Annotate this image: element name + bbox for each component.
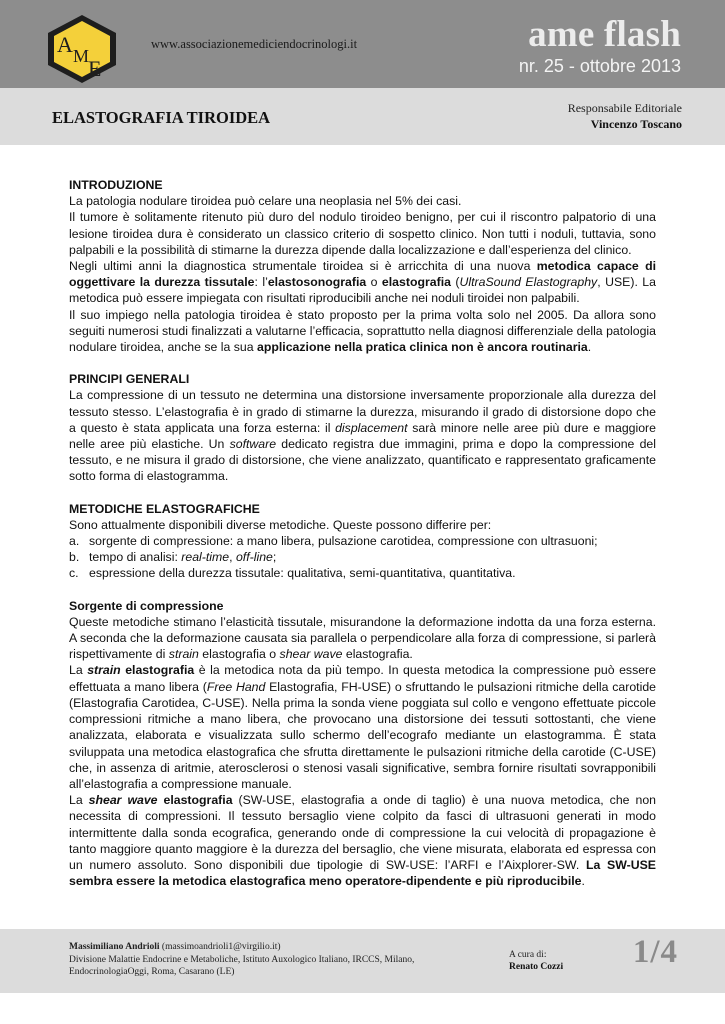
list-item: b. tempo di analisi: real-time, off-line; bbox=[69, 550, 277, 565]
edited-by-name: Renato Cozzi bbox=[509, 962, 564, 972]
methods-intro: Sono attualmente disponibili diverse metodiche. Queste possono differire per: bbox=[69, 517, 492, 532]
site-url: www.associazionemediciendocrinologi.it bbox=[151, 37, 358, 51]
section-heading-principles: PRINCIPI GENERALI bbox=[69, 372, 190, 387]
article-body bbox=[69, 177, 656, 889]
intro-paragraph-2: Il tumore è solitamente ritenuto più duro del nodulo tiroideo benigno, per cui il riscontro palpatorio di una lesione tiroidea dura è considerato un classico criterio di sospetto clinico. Non tutti i noduli, tuttavia, sono palpabili e la possibilità di stimarne la durezza dipende dalla localizzazione e dall’esperienza del clinico. bbox=[69, 210, 656, 257]
list-item: c. espressione della durezza tissutale: qualitativa, semi-quantitativa, quantitativa. bbox=[69, 566, 516, 581]
document-title: ELASTOGRAFIA TIROIDEA bbox=[52, 108, 271, 127]
intro-paragraph-1: La patologia nodulare tiroidea può celare una neoplasia nel 5% dei casi. bbox=[69, 194, 462, 209]
page-number: 1/4 bbox=[632, 934, 678, 970]
issue-number: nr. 25 - ottobre 2013 bbox=[518, 56, 681, 76]
section-heading-source: Sorgente di compressione bbox=[69, 598, 224, 613]
logo-letter-a: A bbox=[57, 32, 73, 57]
author-email: (massimoandrioli1@virgilio.it) bbox=[159, 942, 281, 952]
principles-paragraph: La compressione di un tessuto ne determina una distorsione inversamente proporzionale alla durezza del tessuto stesso. L’elastografia è in grado di stimarne la durezza, misurando il grado di distorsione dopo che a questo è stata applicata una forza esterna: il displacement sarà minore nelle aree più dure e maggiore nelle aree più elastiche. Un software dedicato registra due immagini, prima e dopo la compressione del tessuto, e ne misura il grado di distorsione, che viene analizzato, quantificato e rappresentato graficamente sotto forma di elastogramma. bbox=[69, 388, 656, 484]
author-name: Massimiliano Andrioli bbox=[69, 942, 160, 952]
brand-title: ame flash bbox=[528, 14, 681, 55]
editor-role: Responsabile Editoriale bbox=[567, 101, 682, 115]
section-heading-intro: INTRODUZIONE bbox=[69, 178, 163, 192]
ame-logo bbox=[44, 13, 120, 85]
intro-paragraph-3: Negli ultimi anni la diagnostica strumentale tiroidea si è arricchita di una nuova metodica capace di oggettivare la durezza tissutale: l’elastosonografia o elastografia (UltraSound Elastography, USE). La metodica può essere impiegata con risultati riproducibili anche nei noduli tiroidei non palpabili. bbox=[69, 259, 657, 306]
edited-by-label: A cura di: bbox=[509, 950, 547, 960]
source-paragraph-1: Queste metodiche stimano l’elasticità tissutale, misurandone la deformazione indotta da una forza esterna. A seconda che la deformazione causata sia parallela o perpendicolare alla forza di compressione, si parlerà rispettivamente di strain elastografia o shear wave elastografia. bbox=[69, 614, 656, 662]
intro-paragraph-4: Il suo impiego nella patologia tiroidea è stato proposto per la prima volta solo nel 2005. Da allora sono seguiti numerosi studi finalizzati a valutarne l’efficacia, soprattutto nella diagnosi differenziale della patologia nodulare tiroidea, anche se la sua applicazione nella pratica clinica non è ancora routinaria. bbox=[69, 307, 656, 355]
source-paragraph-3: La shear wave elastografia (SW-USE, elastografia a onde di taglio) è una nuova metodica, che non necessita di compressioni. Il tessuto bersaglio viene colpito da fasci di ultrasuoni generati in modo intermittente dalla sonda ecografica, generando onde di compressione la cui velocità di propagazione è tanto maggiore quanto maggiore è la durezza del bersaglio, che viene misurata, elaborata ed espressa con un numero assoluto. Sono disponibili due tipologie di SW-USE: l’ARFI e l’Aixplorer-SW. La SW-USE sembra essere la metodica elastografica meno operatore-dipendente e più riproducibile. bbox=[69, 793, 656, 889]
logo-letter-m: M bbox=[73, 46, 90, 66]
list-item: a. sorgente di compressione: a mano libera, pulsazione carotidea, compressione con ultrasuoni; bbox=[69, 534, 598, 549]
methods-list bbox=[69, 533, 656, 582]
source-paragraph-2: La strain elastografia è la metodica nota da più tempo. In questa metodica la compressione può essere effettuata a mano libera (Free Hand Elastografia, FH-USE) o sfruttando le pulsazioni ritmiche della carotide (Elastografia Carotidea, C-USE). Nella prima la sonda viene poggiata sul collo e vengono effettuate piccole compressioni ritmiche a mano libera, che provocano una distorsione dei tessuti sottostanti, che viene analizzata, elaborata e visualizzata sullo schermo dell’ecografo mediante un elastogramma. È stata sviluppata una metodica elastografica che sfrutta direttamente le pulsazioni ritmiche della carotide (C-USE) che, in assenza di aritmie, aterosclerosi o stenosi vasali significative, sembra fornire risultati sovrapponibili all’elastografia a compressione manuale. bbox=[69, 663, 656, 791]
section-heading-methods: METODICHE ELASTOGRAFICHE bbox=[69, 501, 260, 516]
editor-name: Vincenzo Toscano bbox=[590, 117, 682, 131]
logo-letter-e: E bbox=[88, 56, 102, 81]
author-line bbox=[69, 942, 281, 952]
author-affiliation-2: EndocrinologiaOggi, Roma, Casarano (LE) bbox=[69, 967, 235, 977]
author-affiliation-1: Divisione Malattie Endocrine e Metaboliche, Istituto Auxologico Italiano, IRCCS, Milano, bbox=[69, 955, 415, 965]
